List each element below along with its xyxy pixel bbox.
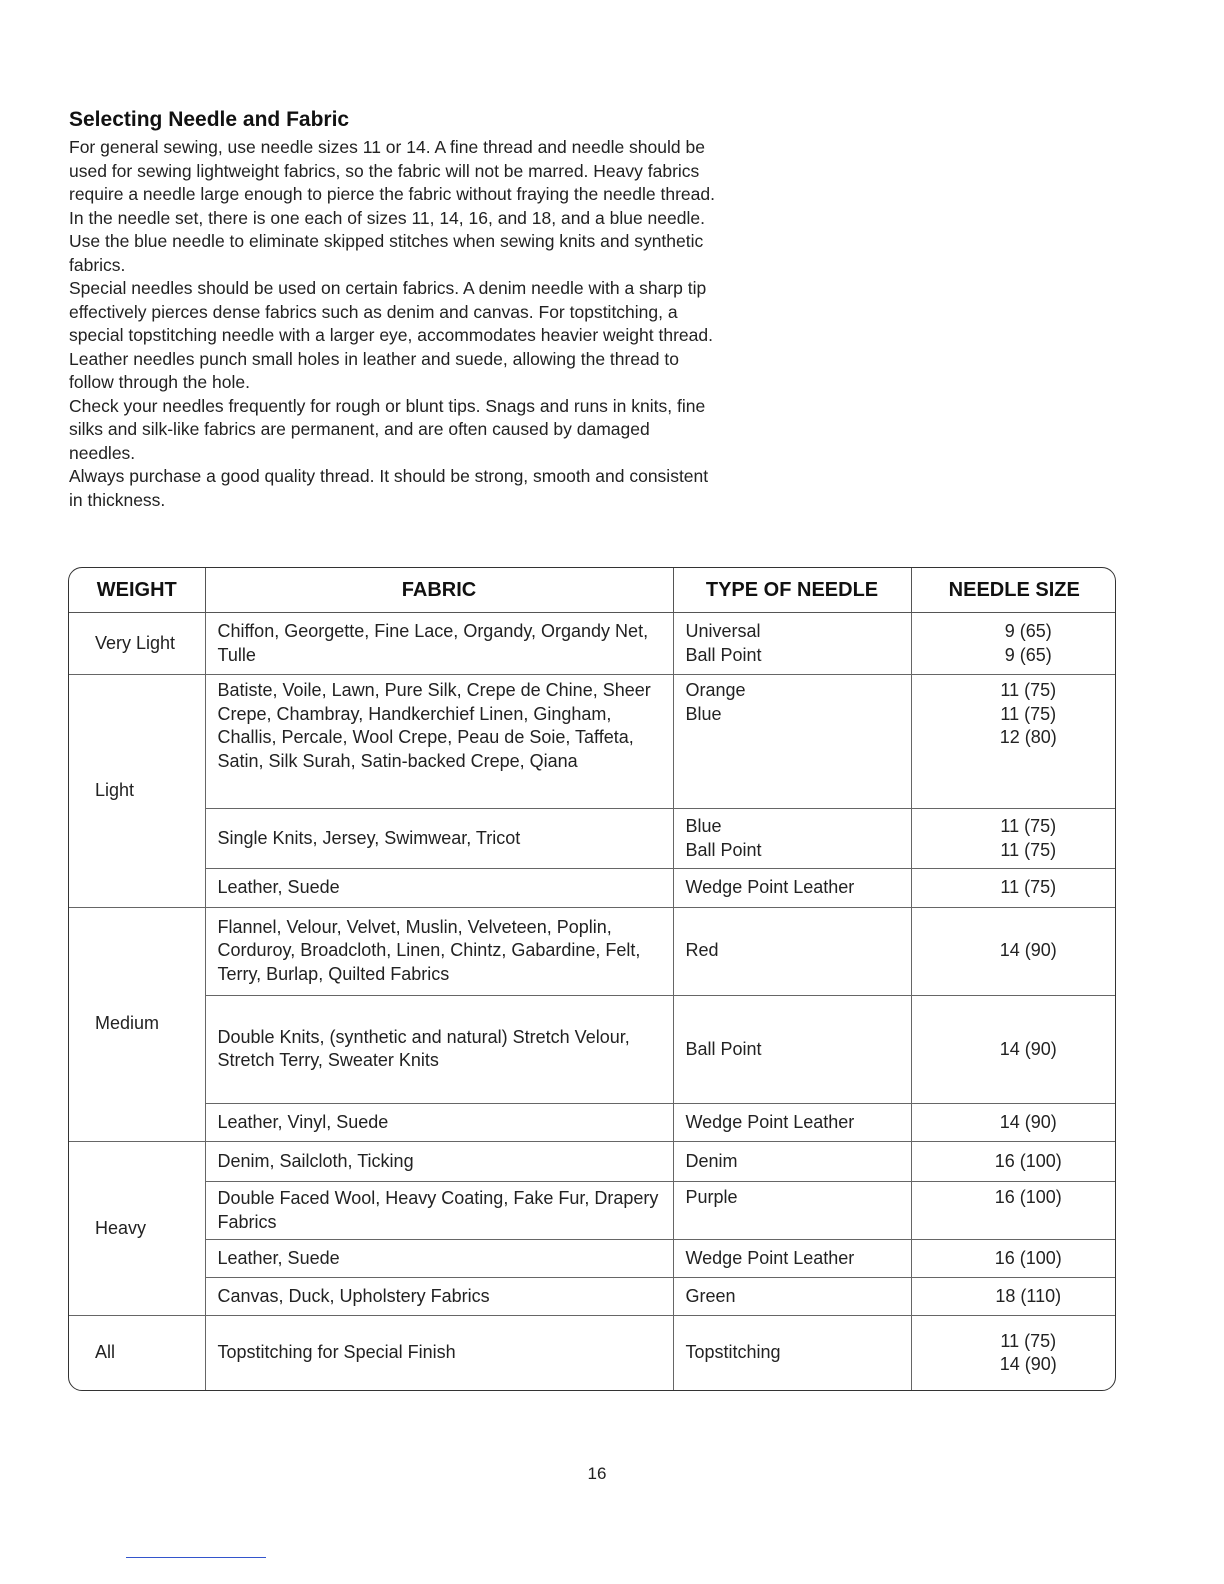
needle-size-cell: 16 (100): [911, 1141, 1116, 1181]
needle-size-cell: [911, 613, 1116, 675]
weight-cell: Light: [69, 675, 205, 907]
fabric-cell: Double Knits, (synthetic and natural) Stretch Velour, Stretch Terry, Sweater Knits: [205, 995, 673, 1103]
section-heading: Selecting Needle and Fabric: [69, 108, 350, 131]
needle-type: Universal: [685, 621, 761, 642]
needle-size-cell: [911, 675, 1116, 809]
fabric-cell: Double Faced Wool, Heavy Coating, Fake Fur, Drapery Fabrics: [205, 1182, 673, 1240]
table-row: [69, 1141, 1116, 1181]
fabric-cell: Leather, Vinyl, Suede: [205, 1103, 673, 1141]
paragraph: For general sewing, use needle sizes 11 or 14. A fine thread and needle should be used for sewing lightweight fabrics, so the fabric will not be marred. Heavy fabrics require a needle large enough to pierce the fabric without fraying the needle thread. In the needle set, there is one each of sizes 11, 14, 16, and 18, and a blue needle. Use the blue needle to eliminate skipped stitches when sewing knits and synthetic fabrics.: [69, 137, 715, 275]
needle-type: Blue: [685, 816, 722, 837]
needle-size-cell: [911, 1316, 1116, 1390]
needle-type: Orange: [685, 680, 746, 701]
table-row: [69, 1103, 1116, 1141]
needle-size: 9 (65): [1004, 644, 1052, 665]
needle-size-cell: 18 (110): [911, 1278, 1116, 1316]
weight-cell: Medium: [69, 907, 205, 1141]
needle-size: 11 (75): [1000, 816, 1057, 837]
needle-type-cell: Wedge Point Leather: [673, 1240, 911, 1278]
needle-size: 11 (75): [1000, 1330, 1057, 1351]
needle-size: 11 (75): [1000, 839, 1057, 860]
needle-type-cell: [673, 613, 911, 675]
fabric-cell: Topstitching for Special Finish: [205, 1316, 673, 1390]
needle-size-cell: 11 (75): [911, 869, 1116, 907]
needle-size: 14 (90): [999, 1354, 1057, 1375]
needle-table: [69, 568, 1116, 1390]
needle-type: Ball Point: [685, 644, 762, 665]
table-row: [69, 1182, 1116, 1240]
fabric-cell: Batiste, Voile, Lawn, Pure Silk, Crepe de Chine, Sheer Crepe, Chambray, Handkerchief Linen, Gingham, Challis, Percale, Wool Crepe, Peau de Soie, Taffeta, Satin, Silk Surah, Satin-backed Crepe, Qiana: [205, 675, 673, 809]
needle-size-cell: 14 (90): [911, 907, 1116, 995]
page-number: 16: [587, 1464, 607, 1483]
needle-type-cell: [673, 675, 911, 809]
table-row: [69, 1278, 1116, 1316]
needle-type-cell: Topstitching: [673, 1316, 911, 1390]
footer-rule: [126, 1557, 266, 1558]
fabric-cell: Canvas, Duck, Upholstery Fabrics: [205, 1278, 673, 1316]
table-row: [69, 1316, 1116, 1390]
weight-cell: Heavy: [69, 1141, 205, 1315]
table-row: [69, 613, 1116, 675]
needle-size: 9 (65): [1004, 621, 1052, 642]
intro-text: [69, 136, 809, 512]
fabric-cell: Single Knits, Jersey, Swimwear, Tricot: [205, 809, 673, 869]
needle-size: 12 (80): [999, 727, 1057, 748]
paragraph: Check your needles frequently for rough or blunt tips. Snags and runs in knits, fine silks and silk-like fabrics are permanent, and are often caused by damaged needles.: [69, 395, 706, 463]
needle-type-cell: Wedge Point Leather: [673, 869, 911, 907]
needle-type-cell: Denim: [673, 1141, 911, 1181]
table-row: [69, 809, 1116, 869]
header-needle-type: TYPE OF NEEDLE: [673, 568, 911, 613]
needle-fabric-table: [68, 567, 1116, 1391]
needle-size-cell: 16 (100): [911, 1240, 1116, 1278]
header-fabric: FABRIC: [205, 568, 673, 613]
table-row: [69, 675, 1116, 809]
needle-size-cell: 16 (100): [911, 1182, 1116, 1240]
needle-type-cell: Red: [673, 907, 911, 995]
needle-size-cell: 14 (90): [911, 995, 1116, 1103]
fabric-cell: Flannel, Velour, Velvet, Muslin, Velveteen, Poplin, Corduroy, Broadcloth, Linen, Chintz, Gabardine, Felt, Terry, Burlap, Quilted Fabrics: [205, 907, 673, 995]
table-row: [69, 907, 1116, 995]
header-weight: WEIGHT: [69, 568, 205, 613]
needle-type-cell: Green: [673, 1278, 911, 1316]
needle-type-cell: Wedge Point Leather: [673, 1103, 911, 1141]
header-row: [69, 568, 1116, 613]
needle-size-cell: [911, 809, 1116, 869]
needle-type: Ball Point: [685, 839, 762, 860]
needle-type: Blue: [685, 703, 722, 724]
needle-type-cell: Purple: [673, 1182, 911, 1240]
fabric-cell: Leather, Suede: [205, 1240, 673, 1278]
needle-size: 11 (75): [1000, 703, 1057, 724]
table-row: [69, 995, 1116, 1103]
fabric-cell: Denim, Sailcloth, Ticking: [205, 1141, 673, 1181]
paragraph: Always purchase a good quality thread. It should be strong, smooth and consistent in thickness.: [69, 466, 709, 510]
fabric-cell: Leather, Suede: [205, 869, 673, 907]
needle-size: 11 (75): [1000, 680, 1057, 701]
weight-cell: Very Light: [69, 613, 205, 675]
weight-cell: All: [69, 1316, 205, 1390]
fabric-cell: Chiffon, Georgette, Fine Lace, Organdy, Organdy Net, Tulle: [205, 613, 673, 675]
table-row: [69, 869, 1116, 907]
table-row: [69, 1240, 1116, 1278]
needle-type-cell: [673, 809, 911, 869]
paragraph: Special needles should be used on certain fabrics. A denim needle with a sharp tip effectively pierces dense fabrics such as denim and canvas. For topstitching, a special topstitching needle with a larger eye, accommodates heavier weight thread. Leather needles punch small holes in leather and suede, allowing the thread to follow through the hole.: [69, 278, 713, 392]
needle-type-cell: Ball Point: [673, 995, 911, 1103]
header-needle-size: NEEDLE SIZE: [911, 568, 1116, 613]
needle-size-cell: 14 (90): [911, 1103, 1116, 1141]
